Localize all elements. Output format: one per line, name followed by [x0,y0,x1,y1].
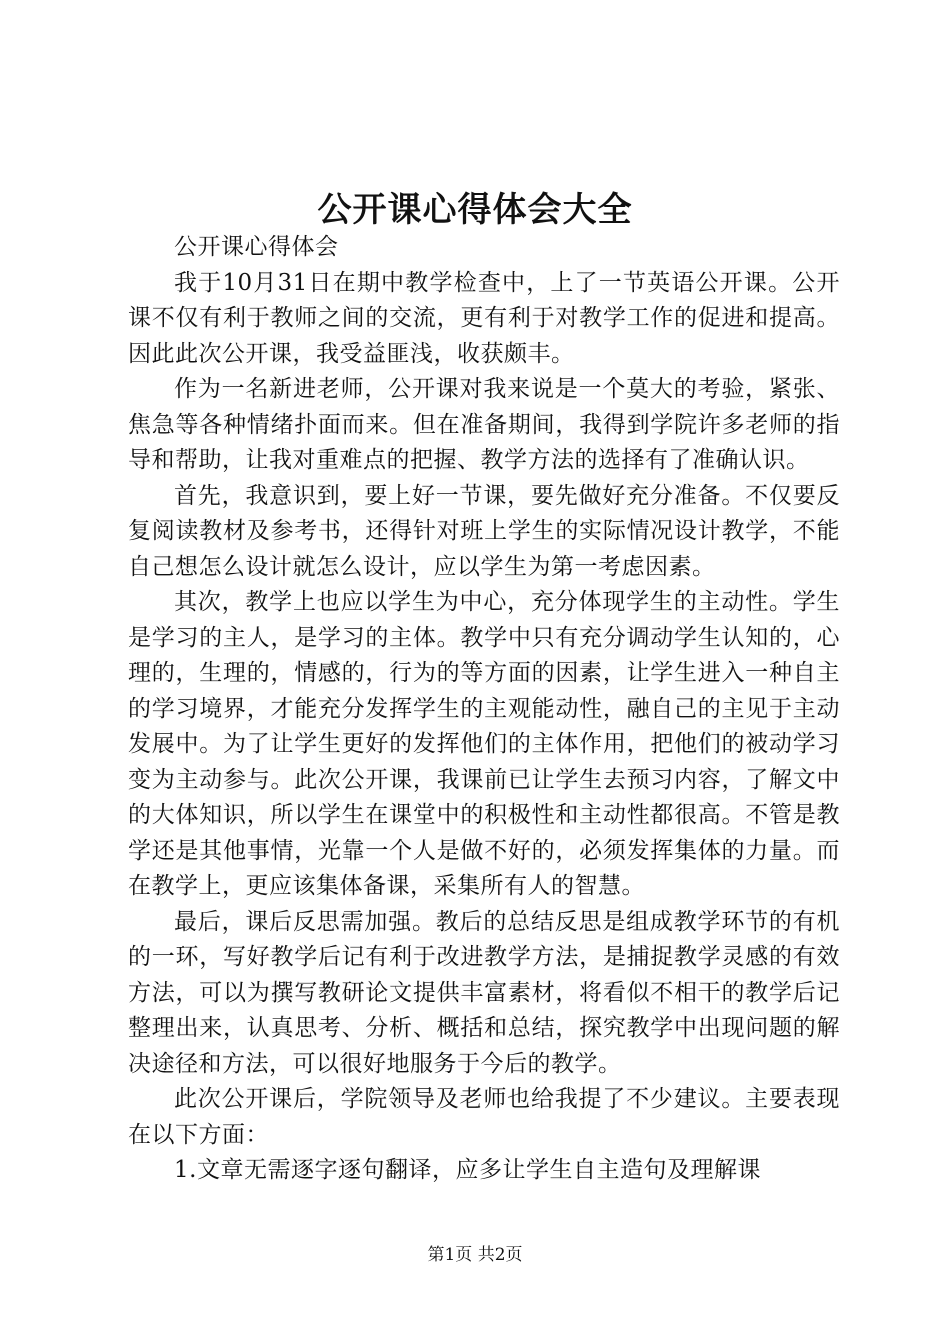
paragraph: 首先，我意识到，要上好一节课，要先做好充分准备。不仅要反复阅读教材及参考书，还得针对班上学生的实际情况设计教学，不能自己想怎么设计就怎么设计，应以学生为第一考虑因素。 [128,482,840,580]
paragraph: 此次公开课后，学院领导及老师也给我提了不少建议。主要表现在以下方面： [128,1086,840,1148]
paragraph: 我于10月31日在期中教学检查中，上了一节英语公开课。公开课不仅有利于教师之间的交流，更有利于对教学工作的促进和提高。因此此次公开课，我受益匪浅，收获颇丰。 [128,269,840,367]
paragraph-list-item: 1.文章无需逐字逐句翻译，应多让学生自主造句及理解课 [174,1157,761,1183]
paragraph: 作为一名新进老师，公开课对我来说是一个莫大的考验，紧张、焦急等各种情绪扑面而来。但在准备期间，我得到学院许多老师的指导和帮助，让我对重难点的把握、教学方法的选择有了准确认识。 [128,376,840,473]
paragraph-subtitle: 公开课心得体会 [174,234,339,260]
page-number-footer: 第1页 共2页 [427,1245,523,1265]
paragraph: 其次，教学上也应以学生为中心，充分体现学生的主动性。学生是学习的主人，是学习的主体。教学中只有充分调动学生认知的，心理的，生理的，情感的，行为的等方面的因素，让学生进入一种自主的学习境界，才能充分发挥学生的主观能动性，融自己的主见于主动发展中。为了让学生更好的发挥他们的主体作用，把他们的被动学习变为主动参与。此次公开课，我课前已让学生去预习内容，了解文中的大体知识，所以学生在课堂中的积极性和主动性都很高。不管是教学还是其他事情，光靠一个人是做不好的，必须发挥集体的力量。而在教学上，更应该集体备课，采集所有人的智慧。 [128,589,840,899]
document-title: 公开课心得体会大全 [317,190,633,230]
paragraph: 最后，课后反思需加强。教后的总结反思是组成教学环节的有机的一环，写好教学后记有利于改进教学方法，是捕捉教学灵感的有效方法，可以为撰写教研论文提供丰富素材，将看似不相干的教学后记整理出来，认真思考、分析、概括和总结，探究教学中出现问题的解决途径和方法，可以很好地服务于今后的教学。 [128,908,840,1077]
document-body [128,230,840,1189]
